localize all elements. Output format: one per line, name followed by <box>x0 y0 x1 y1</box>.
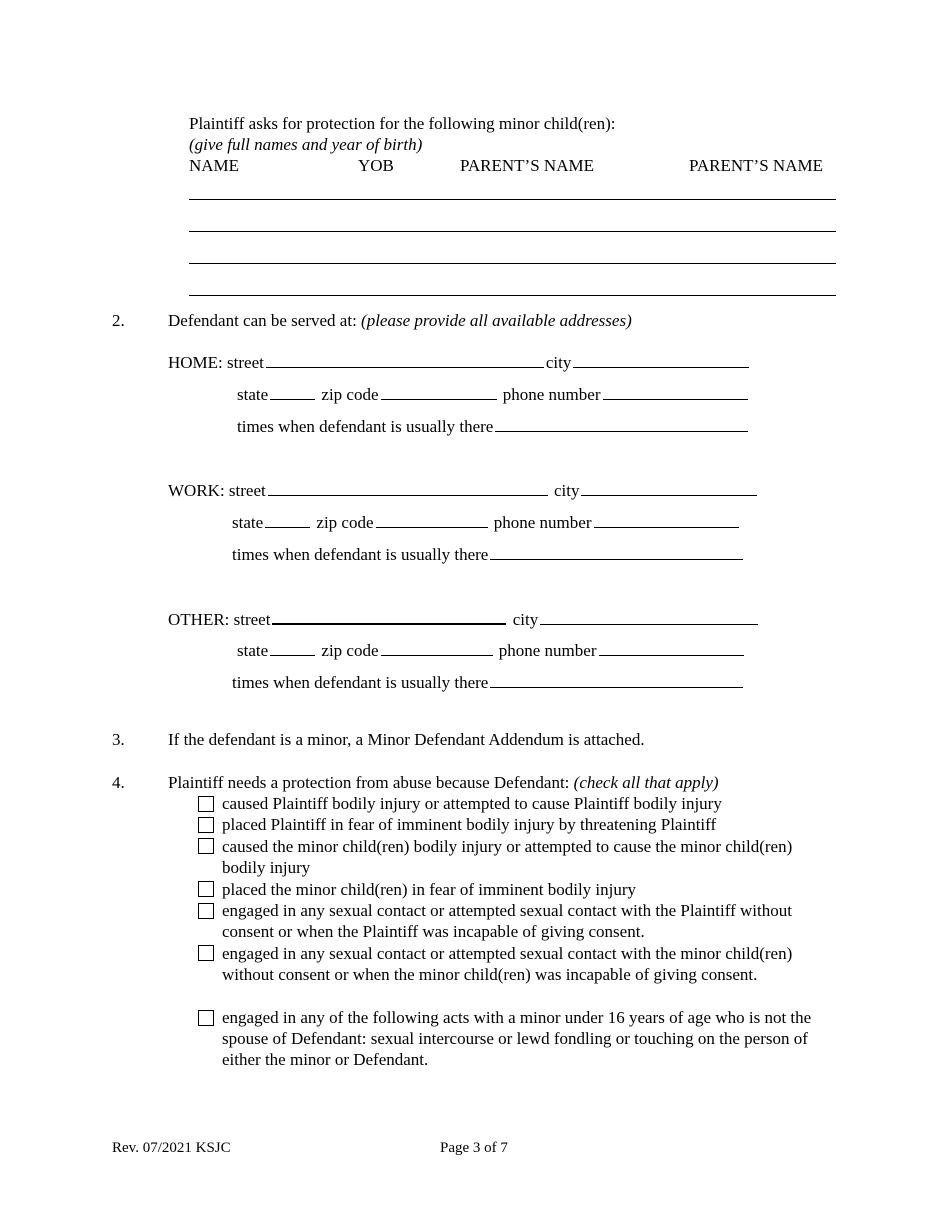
checkbox-bodily-injury-children[interactable] <box>198 838 214 854</box>
other-times-row: times when defendant is usually there <box>232 672 745 693</box>
other-state-row: state zip code phone number <box>237 640 746 661</box>
header-name: NAME <box>189 156 240 175</box>
other-state-field[interactable] <box>270 640 315 656</box>
checkbox-fear-children[interactable] <box>198 881 214 897</box>
other-label: OTHER: street <box>168 610 271 629</box>
home-street-row: HOME: street city <box>168 352 751 373</box>
other-zip-field[interactable] <box>381 640 493 656</box>
home-state-row: state zip code phone number <box>237 384 750 405</box>
option-minor-under-16: engaged in any of the following acts with a minor under 16 years of age who is not the spouse of Defendant: sexual intercourse or lewd fondling or touching on the person of either the minor or Defendant. <box>222 1008 812 1069</box>
work-times-row: times when defendant is usually there <box>232 544 745 565</box>
child-line-2[interactable] <box>189 231 836 232</box>
other-city-field[interactable] <box>540 609 758 625</box>
section-2-instruction: (please provide all available addresses) <box>361 311 632 330</box>
child-line-4[interactable] <box>189 295 836 296</box>
home-city-field[interactable] <box>573 352 749 368</box>
home-label: HOME: street <box>168 353 264 372</box>
children-instruction: (give full names and year of birth) <box>189 135 423 154</box>
checkbox-sexual-contact-plaintiff[interactable] <box>198 903 214 919</box>
option-sexual-contact-plaintiff: engaged in any sexual contact or attempted sexual contact with the Plaintiff without consent or when the Plaintiff was incapable of giving consent. <box>222 901 792 941</box>
checkbox-minor-under-16[interactable] <box>198 1010 214 1026</box>
section-4-instruction: (check all that apply) <box>573 773 719 792</box>
home-times-row: times when defendant is usually there <box>237 416 750 437</box>
option-fear-plaintiff: placed Plaintiff in fear of imminent bodily injury by threatening Plaintiff <box>222 815 717 834</box>
home-phone-field[interactable] <box>603 384 748 400</box>
checkbox-bodily-injury-plaintiff[interactable] <box>198 796 214 812</box>
option-fear-children: placed the minor child(ren) in fear of imminent bodily injury <box>222 880 637 899</box>
work-city-field[interactable] <box>581 480 757 496</box>
work-street-row: WORK: street city <box>168 480 759 501</box>
header-parent-2: PARENT’S NAME <box>689 156 823 175</box>
other-times-field[interactable] <box>490 672 743 688</box>
section-3-text: If the defendant is a minor, a Minor Defendant Addendum is attached. <box>168 730 645 749</box>
home-state-field[interactable] <box>270 384 315 400</box>
child-line-3[interactable] <box>189 263 836 264</box>
other-street-field[interactable] <box>272 608 506 625</box>
option-sexual-contact-children: engaged in any sexual contact or attempted sexual contact with the minor child(ren) without consent or when the minor child(ren) was incapable of giving consent. <box>222 944 793 984</box>
other-street-row: OTHER: street city <box>168 608 760 630</box>
option-bodily-injury-plaintiff: caused Plaintiff bodily injury or attempted to cause Plaintiff bodily injury <box>222 794 722 813</box>
section-2-heading: Defendant can be served at: (please provide all available addresses) <box>168 311 632 330</box>
work-label: WORK: street <box>168 481 266 500</box>
section-3-number: 3. <box>112 730 125 749</box>
children-intro: Plaintiff asks for protection for the following minor child(ren): <box>189 114 616 133</box>
header-parent-1: PARENT’S NAME <box>460 156 594 175</box>
section-4-number: 4. <box>112 773 125 792</box>
work-street-field[interactable] <box>268 480 548 496</box>
footer-page-number: Page 3 of 7 <box>440 1140 508 1156</box>
home-street-field[interactable] <box>266 352 544 368</box>
work-phone-field[interactable] <box>594 512 739 528</box>
section-2-number: 2. <box>112 311 125 330</box>
checkbox-sexual-contact-children[interactable] <box>198 945 214 961</box>
checkbox-fear-plaintiff[interactable] <box>198 817 214 833</box>
other-phone-field[interactable] <box>599 640 744 656</box>
work-times-field[interactable] <box>490 544 743 560</box>
section-4-heading: Plaintiff needs a protection from abuse because Defendant: (check all that apply) <box>168 773 719 792</box>
work-zip-field[interactable] <box>376 512 488 528</box>
child-line-1[interactable] <box>189 199 836 200</box>
work-state-field[interactable] <box>265 512 310 528</box>
footer-revision: Rev. 07/2021 KSJC <box>112 1140 231 1156</box>
home-zip-field[interactable] <box>381 384 497 400</box>
home-times-field[interactable] <box>495 416 748 432</box>
work-state-row: state zip code phone number <box>232 512 741 533</box>
option-bodily-injury-children: caused the minor child(ren) bodily injury or attempted to cause the minor child(ren) bodily injury <box>222 837 793 877</box>
header-yob: YOB <box>358 156 394 175</box>
